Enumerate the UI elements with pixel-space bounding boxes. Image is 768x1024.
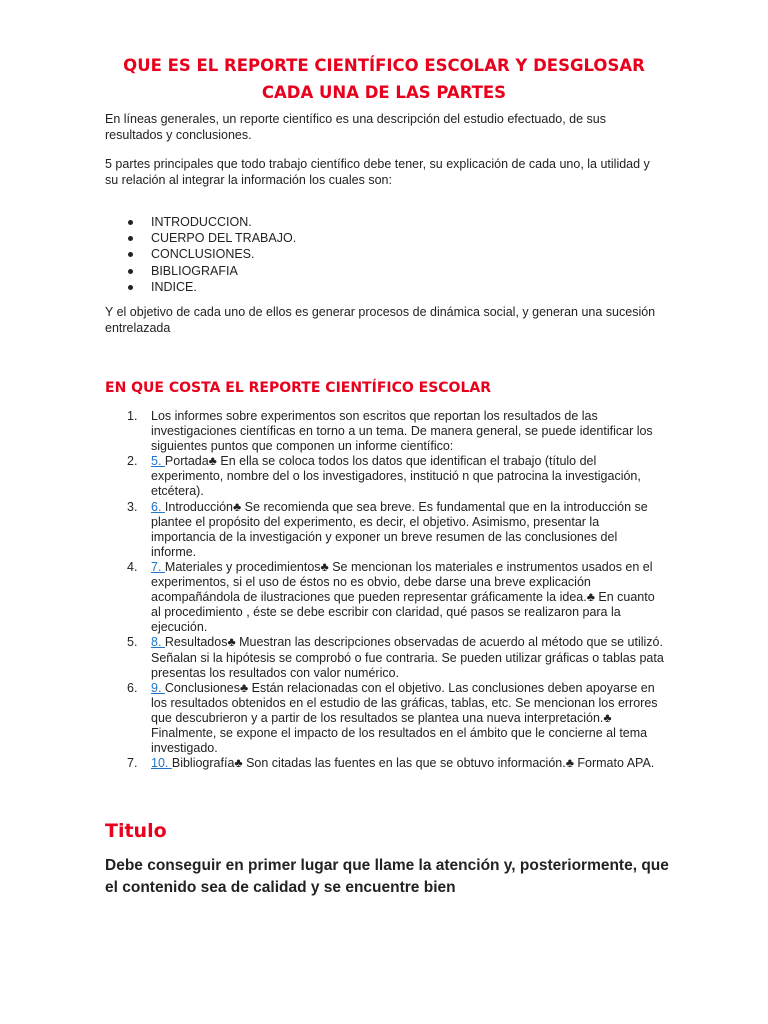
list-item: [105, 409, 665, 454]
list-number: 2.: [127, 454, 138, 469]
list-text: Materiales y procedimientos♣ Se mencionan los materiales e instrumentos usados en el experimentos, si el uso de éstos no es obvio, debe darse una breve explicación acompañándola de ilustraciones que pueden representar gráficamente la idea.♣ En cuanto al procedimiento , éste se debe escribir con claridad, qué pasos se realizaron para la ejecución.: [151, 559, 655, 635]
list-item: [105, 454, 665, 499]
numbered-list: [105, 409, 665, 771]
objective-paragraph: Y el objetivo de cada uno de ellos es generar procesos de dinámica social, y generan una sucesión entrelazada: [105, 305, 656, 335]
list-item: [105, 635, 665, 680]
list-text: Conclusiones♣ Están relacionadas con el objetivo. Las conclusiones deben apoyarse en los resultados obtenidos en el estudio de las gráficas, tablas, etc. Se mencionan los errores que descubrieron y a partir de los resultados se plantea una nueva interpretación.♣ Finalmente, se expone el impacto de los resultados en el ámbito que le concierne al tema investigado.: [151, 680, 658, 756]
list-number: 6.: [127, 680, 138, 695]
list-number: 3.: [127, 499, 138, 514]
intro-paragraph: En líneas generales, un reporte científico es una descripción del estudio efectuado, de sus resultados y conclusiones.: [105, 112, 607, 142]
bullet-item: BIBLIOGRAFIA: [105, 263, 296, 279]
list-item: [105, 756, 665, 771]
document-title: QUE ES EL REPORTE CIENTÍFICO ESCOLAR Y DESGLOSAR CADA UNA DE LAS PARTES: [123, 56, 645, 102]
subheading: Titulo: [105, 820, 167, 842]
list-link[interactable]: 9.: [151, 680, 165, 695]
bullet-item: INTRODUCCION.: [105, 214, 296, 230]
list-item: [105, 500, 665, 560]
list-number: 5.: [127, 635, 138, 650]
list-number: 4.: [127, 559, 138, 574]
list-link[interactable]: 8.: [151, 635, 165, 650]
list-link[interactable]: 6.: [151, 499, 165, 514]
list-number: 1.: [127, 409, 138, 423]
list-number: 7.: [127, 756, 138, 771]
list-link[interactable]: 7.: [151, 559, 165, 574]
bullet-item: CUERPO DEL TRABAJO.: [105, 230, 296, 246]
list-link[interactable]: 10.: [151, 756, 172, 771]
list-text: Portada♣ En ella se coloca todos los datos que identifican el trabajo (título del experimento, nombre del o los investigadores, institució n que patrocina la investigación, etcétera).: [151, 454, 641, 499]
bullet-item: INDICE.: [105, 279, 296, 295]
closing-paragraph: Debe conseguir en primer lugar que llame la atención y, posteriormente, que el contenido sea de calidad y se encuentre bien: [105, 857, 669, 896]
list-text: Resultados♣ Muestran las descripciones observadas de acuerdo al método que se utilizó. Señalan si la hipótesis se comprobó o fue contraria. Se pueden utilizar gráficas o tablas pata presentas los resultados con valor numérico.: [151, 635, 664, 680]
list-link[interactable]: 5.: [151, 454, 165, 469]
bullet-item: CONCLUSIONES.: [105, 246, 296, 262]
list-text: Bibliografía♣ Son citadas las fuentes en las que se obtuvo información.♣ Formato APA.: [171, 756, 655, 771]
parts-bullet-list: [105, 214, 296, 295]
list-text: Los informes sobre experimentos son escritos que reportan los resultados de las investigaciones científicas en torno a un tema. De manera general, se puede identificar los siguientes puntos que componen un informe científico:: [151, 409, 653, 454]
list-item: [105, 681, 665, 756]
section-heading: EN QUE COSTA EL REPORTE CIENTÍFICO ESCOLAR: [105, 380, 491, 396]
list-item: [105, 560, 665, 635]
list-text: Introducción♣ Se recomienda que sea breve. Es fundamental que en la introducción se plantee el propósito del experimento, es decir, el objetivo. Asimismo, presentar la importancia de la investigación y exponer un breve resumen de las conclusiones del informe.: [151, 499, 648, 559]
parts-intro-paragraph: 5 partes principales que todo trabajo científico debe tener, su explicación de cada uno, la utilidad y su relación al integrar la información los cuales son:: [105, 157, 650, 187]
